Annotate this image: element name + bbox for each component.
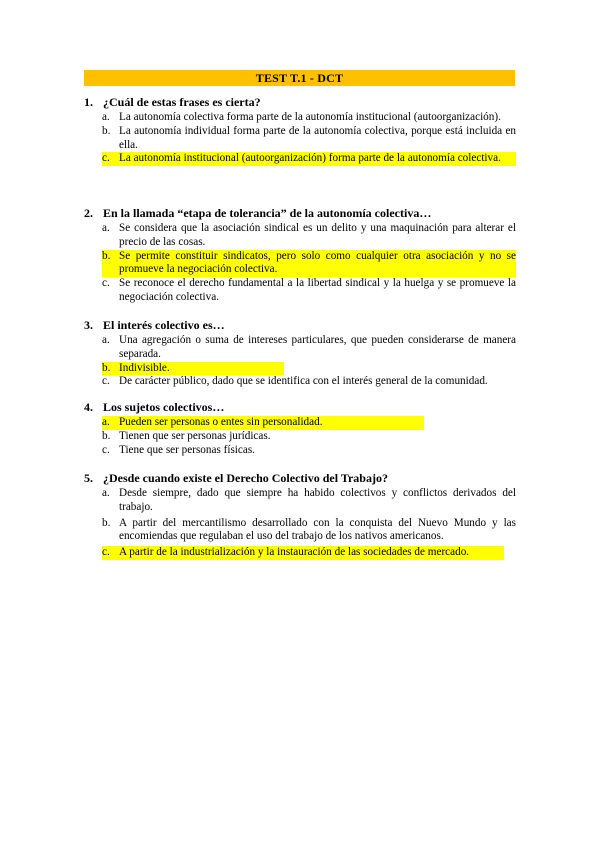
option-letter: b. bbox=[102, 516, 111, 529]
question-header bbox=[84, 400, 516, 415]
option-a bbox=[102, 222, 516, 250]
option-letter: b. bbox=[102, 250, 119, 278]
option-letter: b. bbox=[102, 124, 111, 137]
option-c-correct bbox=[102, 152, 516, 166]
option-text: De carácter público, dado que se identifica con el interés general de la comunidad. bbox=[119, 375, 488, 388]
question-text: ¿Desde cuando existe el Derecho Colectivo del Trabajo? bbox=[103, 471, 388, 485]
option-text: La autonomía institucional (autoorganización) forma parte de la autonomía colectiva. bbox=[119, 152, 516, 166]
option-text: A partir de la industrialización y la instauración de las sociedades de mercado. bbox=[119, 546, 504, 560]
option-letter: c. bbox=[102, 277, 110, 290]
question-header bbox=[84, 206, 516, 221]
option-c bbox=[102, 277, 516, 305]
question-2 bbox=[84, 206, 516, 305]
question-1 bbox=[84, 95, 516, 166]
option-text: Una agregación o suma de intereses particulares, que pueden considerarse de manera separada. bbox=[119, 334, 516, 360]
question-text: En la llamada “etapa de tolerancia” de la autonomía colectiva… bbox=[103, 206, 432, 220]
option-c bbox=[102, 444, 516, 458]
option-letter: a. bbox=[102, 416, 119, 430]
question-5 bbox=[84, 471, 516, 560]
test-title: TEST T.1 - DCT bbox=[84, 70, 515, 86]
question-text: Los sujetos colectivos… bbox=[103, 400, 225, 414]
option-b bbox=[102, 517, 516, 545]
option-letter: c. bbox=[102, 152, 119, 166]
question-header bbox=[84, 471, 516, 486]
option-b-correct bbox=[102, 250, 516, 278]
option-text: Tiene que ser personas físicas. bbox=[119, 443, 255, 456]
question-header bbox=[84, 95, 516, 110]
question-text: El interés colectivo es… bbox=[103, 318, 225, 332]
option-letter: b. bbox=[102, 362, 119, 376]
option-text: Tienen que ser personas jurídicas. bbox=[119, 429, 271, 442]
question-number: 5. bbox=[84, 471, 93, 485]
option-letter: b. bbox=[102, 429, 111, 442]
option-a bbox=[102, 334, 516, 362]
option-letter: a. bbox=[102, 222, 110, 234]
option-text: Indivisible. bbox=[119, 362, 284, 376]
option-text: Se reconoce el derecho fundamental a la libertad sindical y la huelga y se promueve la negociación colectiva. bbox=[119, 277, 516, 303]
question-number: 2. bbox=[84, 206, 93, 220]
option-text: A partir del mercantilismo desarrollado con la conquista del Nuevo Mundo y las encomiendas que regulaban el uso del trabajo de los nativos americanos. bbox=[119, 516, 516, 543]
option-b bbox=[102, 430, 516, 444]
option-text: La autonomía colectiva forma parte de la autonomía institucional (autoorganización). bbox=[119, 111, 501, 123]
option-b-correct bbox=[102, 362, 284, 376]
option-letter: c. bbox=[102, 375, 110, 388]
option-letter: a. bbox=[102, 334, 110, 346]
option-a bbox=[102, 111, 516, 125]
question-3 bbox=[84, 318, 516, 389]
option-text: Se permite constituir sindicatos, pero solo como cualquier otra asociación y no se promueve la negociación colectiva. bbox=[119, 249, 516, 276]
option-letter: a. bbox=[102, 487, 110, 499]
option-text: Se considera que la asociación sindical es un delito y una maquinación para alterar el precio de las cosas. bbox=[119, 222, 516, 248]
question-header bbox=[84, 318, 516, 333]
option-c bbox=[102, 375, 516, 389]
question-number: 4. bbox=[84, 400, 93, 414]
option-c-correct bbox=[102, 546, 504, 560]
option-text: La autonomía individual forma parte de la autonomía colectiva, porque está incluida en ella. bbox=[119, 124, 516, 151]
question-number: 3. bbox=[84, 318, 93, 332]
option-letter: c. bbox=[102, 443, 110, 456]
option-b bbox=[102, 125, 516, 153]
option-a-correct bbox=[102, 416, 424, 430]
question-4 bbox=[84, 400, 516, 457]
option-text: Pueden ser personas o entes sin personalidad. bbox=[119, 416, 424, 430]
option-letter: c. bbox=[102, 546, 119, 560]
option-letter: a. bbox=[102, 111, 110, 123]
option-a bbox=[102, 487, 516, 515]
question-text: ¿Cuál de estas frases es cierta? bbox=[103, 95, 261, 109]
option-text: Desde siempre, dado que siempre ha habido colectivos y conflictos derivados del trabajo. bbox=[119, 487, 516, 513]
question-number: 1. bbox=[84, 95, 93, 109]
